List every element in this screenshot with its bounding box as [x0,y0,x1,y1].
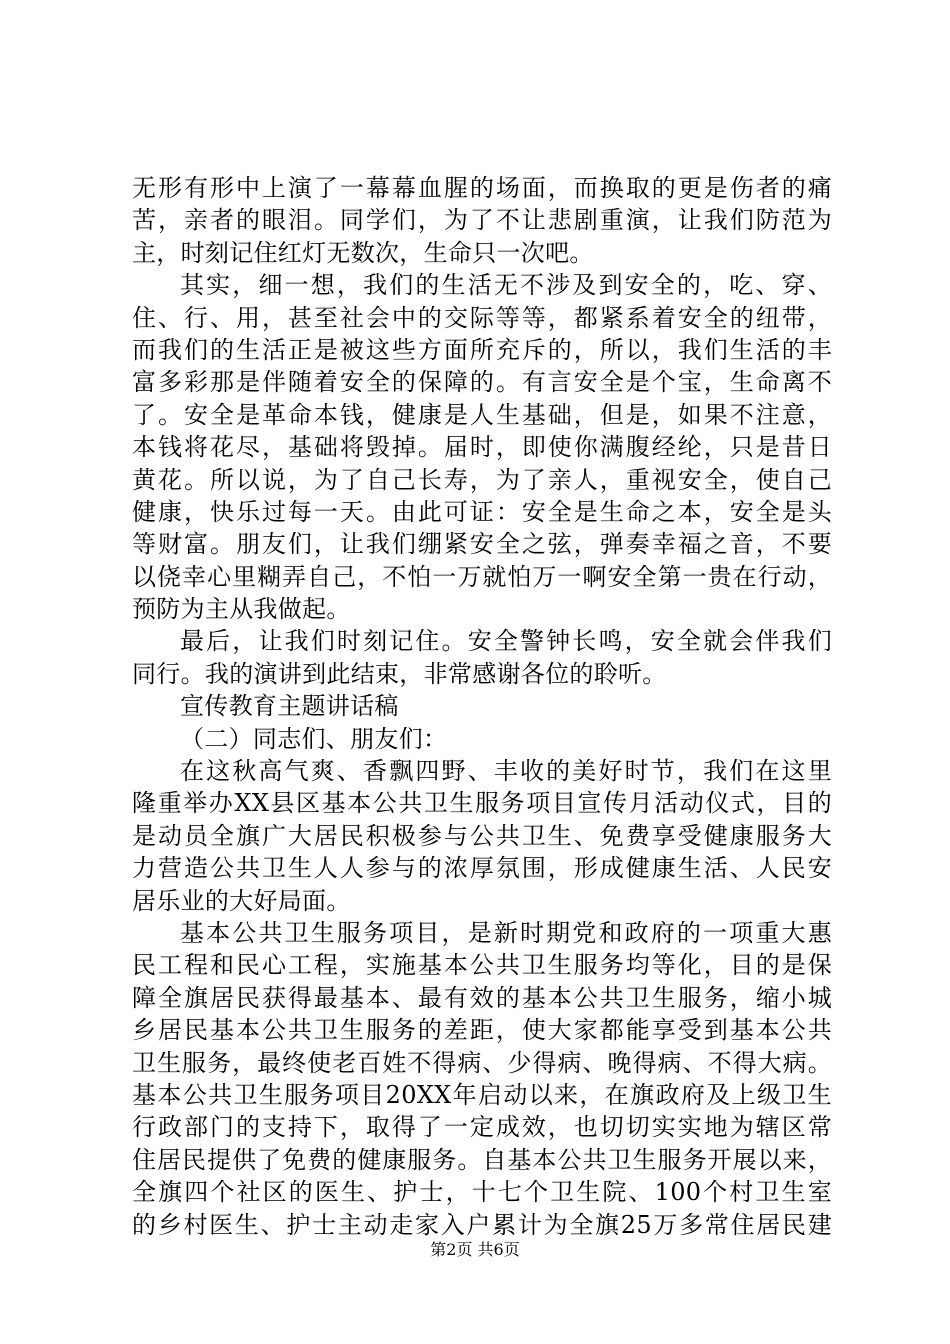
text-line: 健康，快乐过每一天。由此可证：安全是生命之本，安全是头 [132,497,832,526]
text-line: 无形有形中上演了一幕幕血腥的场面，而换取的更是伤者的痛 [132,174,832,202]
text-line: 黄花。所以说，为了自己长寿，为了亲人，重视安全，使自己 [132,465,832,494]
text-line: 隆重举办XX县区基本公共卫生服务项目宣传月活动仪式，目的 [132,789,832,818]
text-line: 居乐业的大好局面。 [132,886,351,915]
text-line: 的乡村医生、护士主动走家入户累计为全旗25万多常住居民建 [132,1210,832,1239]
text-line: 是动员全旗广大居民积极参与公共卫生、免费享受健康服务大 [132,821,832,850]
text-line: 障全旗居民获得最基本、最有效的基本公共卫生服务，缩小城 [132,983,832,1012]
text-line: 住、行、用，甚至社会中的交际等等，都紧系着安全的纽带， [132,303,832,332]
text-line: 乡居民基本公共卫生服务的差距，使大家都能享受到基本公共 [132,1016,832,1045]
document-body [132,172,832,1241]
text-line: 主，时刻记住红灯无数次，生命只一次吧。 [132,238,594,267]
text-line: 富多彩那是伴随着安全的保障的。有言安全是个宝，生命离不 [132,368,832,397]
text-line: 本钱将花尽，基础将毁掉。届时，即使你满腹经纶，只是昔日 [132,433,832,462]
text-line: 基本公共卫生服务项目，是新时期党和政府的一项重大惠 [180,918,832,947]
text-line: 行政部门的支持下，取得了一定成效，也切切实实地为辖区常 [132,1113,832,1142]
text-line: 住居民提供了免费的健康服务。自基本公共卫生服务开展以来， [132,1145,832,1174]
text-line: 基本公共卫生服务项目20XX年启动以来，在旗政府及上级卫生 [132,1080,832,1109]
text-line: 民工程和民心工程，实施基本公共卫生服务均等化，目的是保 [132,951,832,980]
text-line: 以侥幸心里糊弄自己，不怕一万就怕万一啊安全第一贵在行动， [132,562,832,591]
page-footer: 第2页 共6页 [430,1240,520,1259]
text-line: 苦，亲者的眼泪。同学们，为了不让悲剧重演，让我们防范为 [132,206,832,235]
text-line: 最后，让我们时刻记住。安全警钟长鸣，安全就会伴我们 [180,627,832,656]
text-line: 了。安全是革命本钱，健康是人生基础，但是，如果不注意， [132,400,832,429]
text-line: 在这秋高气爽、香飘四野、丰收的美好时节，我们在这里 [180,757,832,786]
text-line: 同行。我的演讲到此结束，非常感谢各位的聆听。 [132,659,667,688]
text-line: 宣传教育主题讲话稿 [180,692,399,721]
text-line: （二）同志们、朋友们： [180,724,448,753]
text-line: 预防为主从我做起。 [132,595,351,624]
text-line: 卫生服务，最终使老百姓不得病、少得病、晚得病、不得大病。 [132,1048,832,1077]
text-line: 全旗四个社区的医生、护士，十七个卫生院、100个村卫生室 [132,1178,832,1207]
text-line: 等财富。朋友们，让我们绷紧安全之弦，弹奏幸福之音，不要 [132,530,832,559]
text-line: 而我们的生活正是被这些方面所充斥的，所以，我们生活的丰 [132,335,832,364]
text-line: 力营造公共卫生人人参与的浓厚氛围，形成健康生活、人民安 [132,854,832,883]
text-line: 其实，细一想，我们的生活无不涉及到安全的，吃、穿、 [180,271,832,300]
